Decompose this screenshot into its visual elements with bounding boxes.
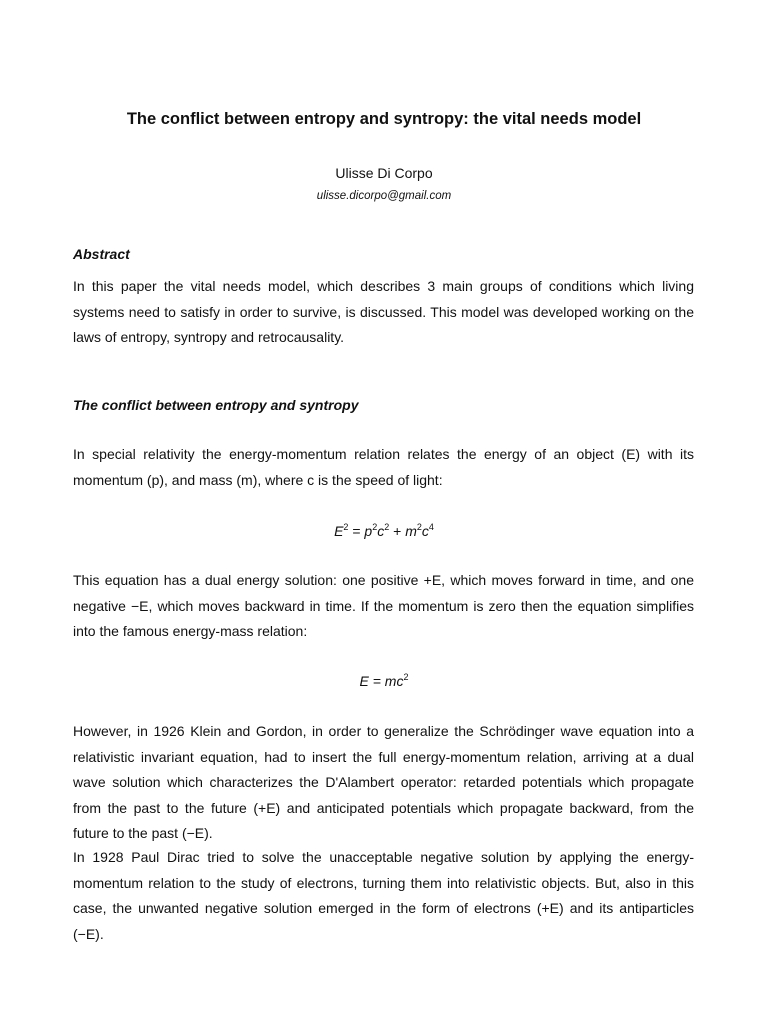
equation-energy-mass: $E = mc^2$: [359, 672, 409, 689]
author-email: ulisse.dicorpo@gmail.com: [316, 190, 452, 202]
paragraph-dual-solution: This equation has a dual energy solution: one positive +E, which moves forward in time, and one negative −E, which moves backward in time. If the momentum is zero then the equation simplifies into the famous energy-mass relation:: [73, 572, 694, 639]
section-heading: The conflict between entropy and syntropy: [73, 397, 359, 413]
paper-title: The conflict between entropy and syntropy: the vital needs model: [126, 110, 642, 128]
paragraph-dirac: In 1928 Paul Dirac tried to solve the unacceptable negative solution by applying the energy-momentum relation to the study of electrons, turning them into relativistic objects. But, also in this case, the unwanted negative solution emerged in the form of electrons (+E) and its antiparticles (−E).: [73, 849, 694, 942]
equation-energy-momentum: $E^2 = p^2c^2 + m^2c^4$: [334, 522, 434, 539]
abstract-heading: Abstract: [73, 246, 130, 262]
author-name: Ulisse Di Corpo: [335, 165, 433, 181]
paragraph-klein-gordon: However, in 1926 Klein and Gordon, in order to generalize the Schrödinger wave equation into a relativistic invariant equation, had to insert the full energy-momentum relation, arriving at a dual wave solution which characterizes the D'Alambert operator: retarded potentials which propagate from the past to the future (+E) and anticipated potentials which propagate backward, from the future to the past (−E).: [73, 723, 694, 841]
paragraph-energy-momentum: In special relativity the energy-momentum relation relates the energy of an object (E) with its momentum (p), and mass (m), where c is the speed of light:: [73, 446, 694, 488]
abstract-text: In this paper the vital needs model, which describes 3 main groups of conditions which living systems need to satisfy in order to survive, is discussed. This model was developed working on the laws of entropy, syntropy and retrocausality.: [73, 278, 694, 345]
